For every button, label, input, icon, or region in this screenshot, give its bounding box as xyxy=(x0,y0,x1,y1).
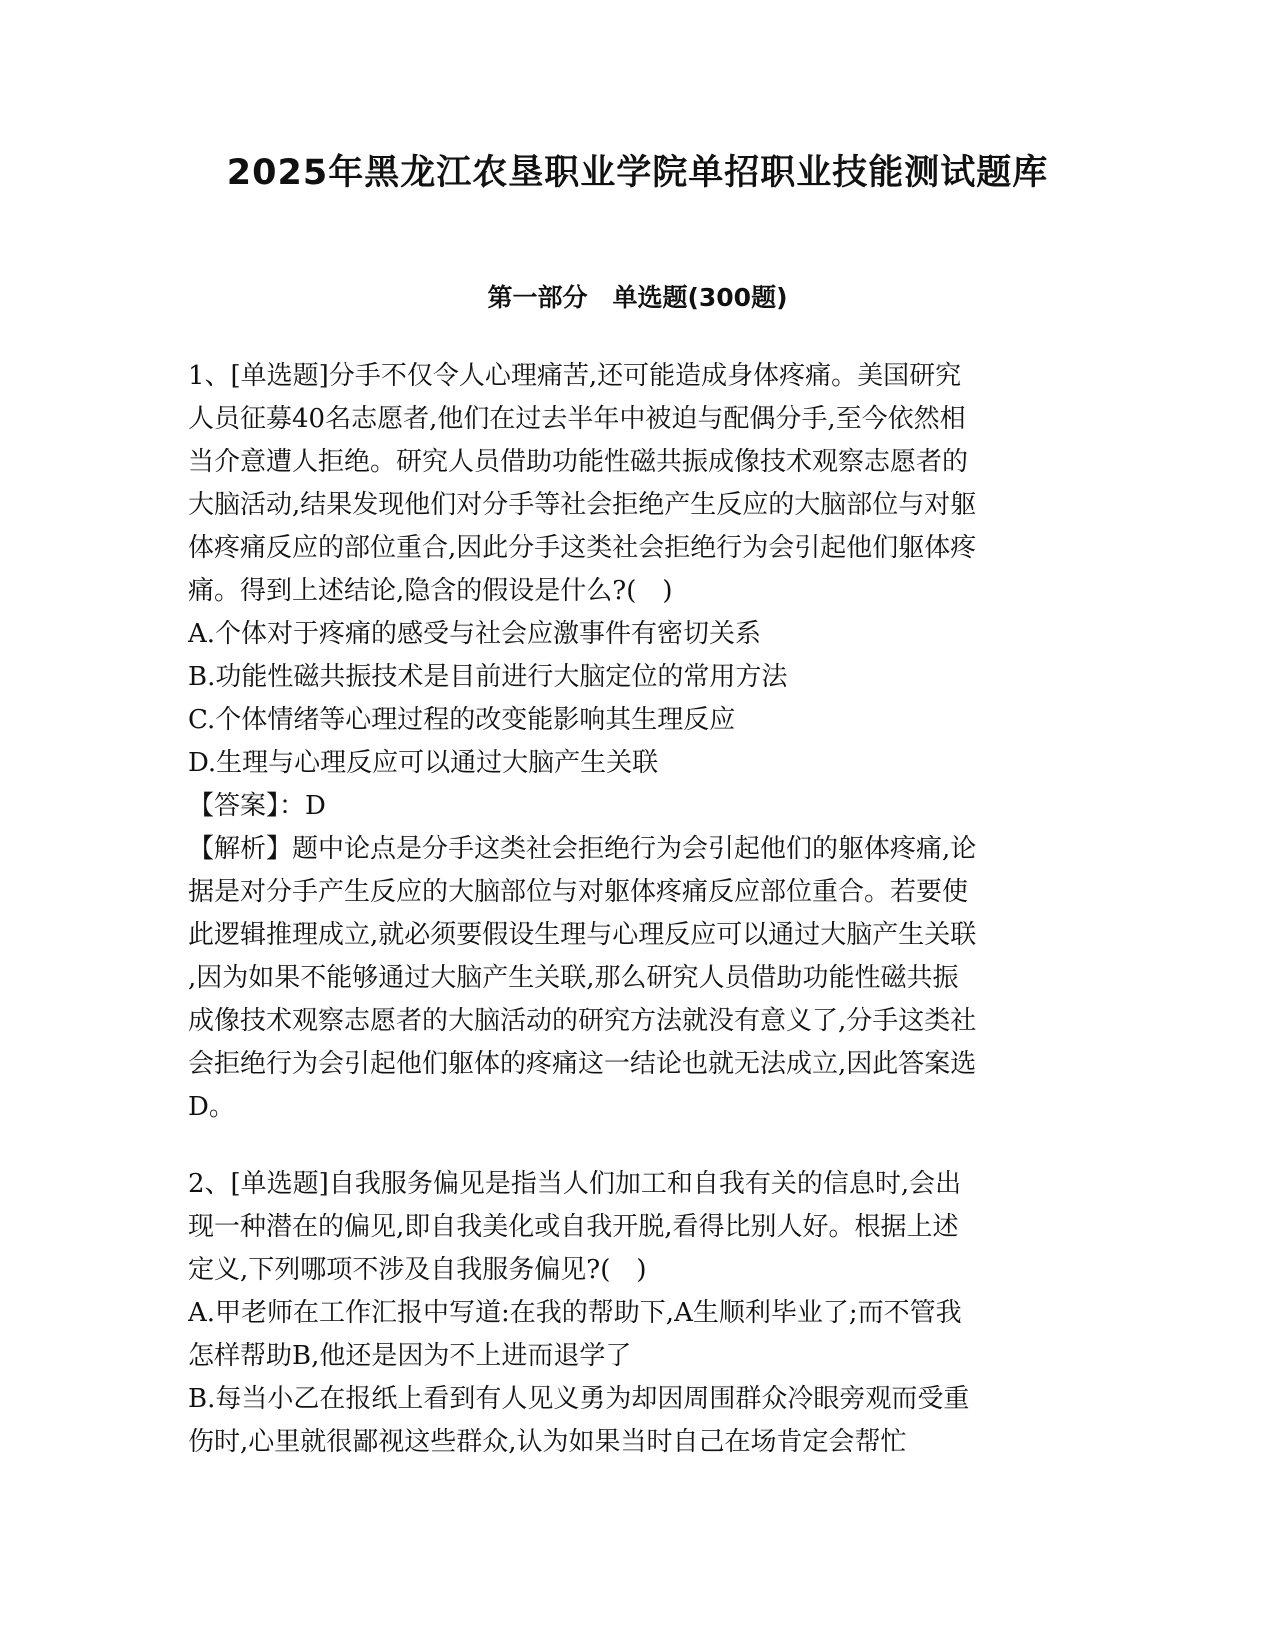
analysis-line: 此逻辑推理成立,就必须要假设生理与心理反应可以通过大脑产生关联 xyxy=(188,920,977,950)
document-title: 2025年黑龙江农垦职业学院单招职业技能测试题库 xyxy=(226,153,1049,193)
question-2-stem-line: 现一种潜在的偏见,即自我美化或自我开脱,看得比别人好。根据上述 xyxy=(188,1212,959,1242)
option-b: B.功能性磁共振技术是目前进行大脑定位的常用方法 xyxy=(188,662,788,692)
section-title: 第一部分 单选题(300题) xyxy=(487,283,788,312)
option-c: C.个体情绪等心理过程的改变能影响其生理反应 xyxy=(188,705,736,735)
question-2-stem-line: 定义,下列哪项不涉及自我服务偏见?( ) xyxy=(188,1255,647,1285)
question-1-stem-line: 体疼痛反应的部位重合,因此分手这类社会拒绝行为会引起他们躯体疼 xyxy=(188,533,977,563)
question-2 xyxy=(188,1163,1083,1464)
analysis-line: D。 xyxy=(188,1092,235,1122)
analysis-line: 会拒绝行为会引起他们躯体的疼痛这一结论也就无法成立,因此答案选 xyxy=(188,1049,977,1079)
question-1-stem-line: 痛。得到上述结论,隐含的假设是什么?( ) xyxy=(188,576,673,606)
question-1-stem-line: 人员征募40名志愿者,他们在过去半年中被迫与配偶分手,至今依然相 xyxy=(188,404,966,434)
option-b: B.每当小乙在报纸上看到有人见义勇为却因周围群众冷眼旁观而受重 xyxy=(188,1384,970,1414)
analysis-line: 【解析】题中论点是分手这类社会拒绝行为会引起他们的躯体疼痛,论 xyxy=(188,834,977,864)
analysis-line: 成像技术观察志愿者的大脑活动的研究方法就没有意义了,分手这类社 xyxy=(188,1006,977,1036)
analysis-line: 据是对分手产生反应的大脑部位与对躯体疼痛反应部位重合。若要使 xyxy=(188,877,969,907)
analysis-line: ,因为如果不能够通过大脑产生关联,那么研究人员借助功能性磁共振 xyxy=(188,963,959,993)
option-b-continued: 伤时,心里就很鄙视这些群众,认为如果当时自己在场肯定会帮忙 xyxy=(188,1427,907,1457)
option-a: A.甲老师在工作汇报中写道:在我的帮助下,A生顺利毕业了;而不管我 xyxy=(188,1298,962,1328)
question-1 xyxy=(188,355,1083,1129)
option-a: A.个体对于疼痛的感受与社会应激事件有密切关系 xyxy=(188,619,762,649)
question-1-stem-line: 1、[单选题]分手不仅令人心理痛苦,还可能造成身体疼痛。美国研究 xyxy=(188,361,962,391)
answer: 【答案】：D xyxy=(188,791,326,821)
question-1-stem-line: 当介意遭人拒绝。研究人员借助功能性磁共振成像技术观察志愿者的 xyxy=(188,447,969,477)
question-1-stem-line: 大脑活动,结果发现他们对分手等社会拒绝产生反应的大脑部位与对躯 xyxy=(188,490,977,520)
option-d: D.生理与心理反应可以通过大脑产生关联 xyxy=(188,748,659,778)
option-a-continued: 怎样帮助B,他还是因为不上进而退学了 xyxy=(188,1341,632,1371)
question-2-stem-line: 2、[单选题]自我服务偏见是指当人们加工和自我有关的信息时,会出 xyxy=(188,1169,962,1199)
